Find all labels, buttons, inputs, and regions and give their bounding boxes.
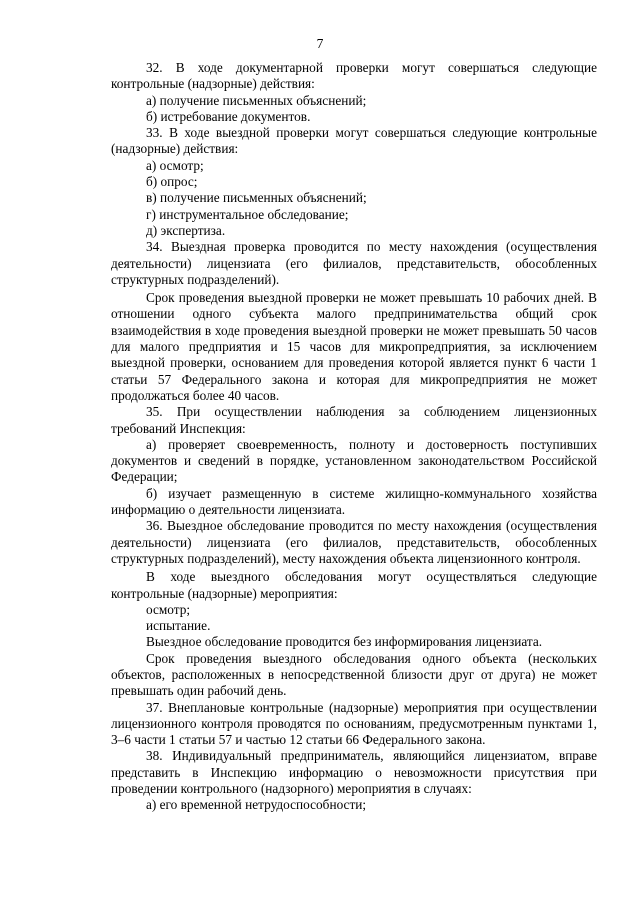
list-item: г) инструментальное обследование;: [146, 206, 349, 222]
list-item: д) экспертиза.: [146, 222, 226, 238]
list-item: а) получение письменных объяснений;: [146, 92, 367, 108]
paragraph-text: Выездное обследование проводится без информирования лицензиата.: [146, 634, 543, 650]
paragraph-38: 38. Индивидуальный предприниматель, являющийся лицензиатом, вправе представить в Инспекцию информацию о невозможности присутствия при проведении контрольного (надзорного) мероприятия в случаях:: [111, 748, 597, 797]
document-body: [111, 60, 597, 814]
paragraph-33: 33. В ходе выездной проверки могут совершаться следующие контрольные (надзорные) действия:: [111, 125, 597, 157]
list-item: б) изучает размещенную в системе жилищно-коммунального хозяйства информацию о деятельности лицензиата.: [111, 485, 597, 518]
list-item: б) истребование документов.: [146, 108, 311, 124]
list-item: осмотр;: [146, 601, 191, 617]
paragraph-37: 37. Внеплановые контрольные (надзорные) мероприятия при осуществлении лицензионного контроля проводятся по основаниям, предусмотренным пунктами 1, 3–6 части 1 статьи 57 и частью 12 статьи 66 Федерального закона.: [111, 699, 597, 748]
paragraph-text: Срок проведения выездной проверки не может превышать 10 рабочих дней. В отношении одного субъекта малого предпринимательства общий срок взаимодействия в ходе проведения выездной проверки не может превышать 50 часов для малого предприятия и 15 часов для микропредприятия, за исключением выездной проверки, основанием для проведения которой является пункт 6 части 1 статьи 57 Федерального закона и которая для микропредприятия не может продолжаться более 40 часов.: [111, 290, 597, 403]
paragraph-text: Срок проведения выездного обследования одного объекта (нескольких объектов, расположенных в непосредственной близости друг от друга) не может превышать один рабочий день.: [111, 650, 597, 699]
paragraph-32: 32. В ходе документарной проверки могут совершаться следующие контрольные (надзорные) действия:: [111, 60, 597, 92]
list-item: а) проверяет своевременность, полноту и достоверность поступивших документов и сведений в порядке, установленном законодательством Российской Федерации;: [111, 436, 597, 485]
list-item: а) осмотр;: [146, 157, 204, 173]
paragraph-36: 36. Выездное обследование проводится по месту нахождения (осуществления деятельности) лицензиата (его филиалов, представительств, обособленных структурных подразделений), месту нахождения объекта лицензионного контроля.: [111, 518, 597, 566]
paragraph-35: 35. При осуществлении наблюдения за соблюдением лицензионных требований Инспекция:: [111, 404, 597, 436]
list-item: в) получение письменных объяснений;: [146, 190, 367, 206]
page-number: 7: [316, 36, 324, 51]
paragraph-text: В ходе выездного обследования могут осуществляться следующие контрольные (надзорные) мероприятия:: [111, 569, 597, 601]
paragraph-34: 34. Выездная проверка проводится по месту нахождения (осуществления деятельности) лицензиата (его филиалов, представительств, обособленных структурных подразделений).: [111, 239, 597, 287]
list-item: б) опрос;: [146, 174, 198, 190]
list-item: испытание.: [146, 618, 211, 634]
list-item: а) его временной нетрудоспособности;: [146, 797, 367, 813]
